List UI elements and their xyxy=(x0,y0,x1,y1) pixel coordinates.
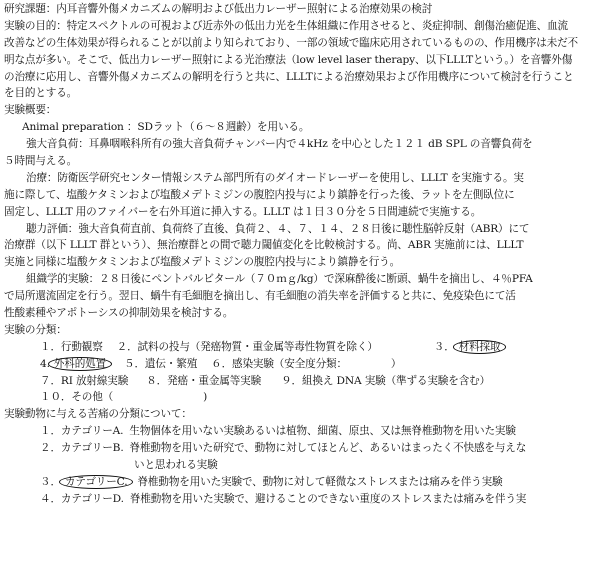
class-item: ８．発癌・重金属等実験 xyxy=(146,374,262,387)
class-item: １０．その他（ xyxy=(40,391,114,404)
classification-row xyxy=(4,373,596,390)
class-item-circled: 外科的処置 xyxy=(48,357,112,371)
class-item: ) xyxy=(203,391,208,404)
class-item: ７．RI 放射線実験 xyxy=(40,374,129,387)
class-item: ３． xyxy=(433,340,455,353)
purpose-line: 改善などの生体効果が得られることが以前より知られており、一部の領域で臨床応用されているものの、作用機序は未だ不 xyxy=(4,36,578,49)
class-item: ５．遺伝・繁殖 xyxy=(124,357,198,370)
overview-line: Animal preparation ：SDラット（６～８週齢）を用いる。 xyxy=(22,121,310,134)
distress-item: ４．カテゴリーD. 脊椎動物を用いた実験で、避けることのできない重度のストレスまたは痛みを伴う実 xyxy=(40,492,527,505)
distress-category: カテゴリーA. xyxy=(60,425,124,438)
purpose-section xyxy=(4,1,596,102)
class-item: ６．感染実験（安全度分類： xyxy=(211,357,347,370)
overview-line: 固定し、LLLT 用のファイバーを右外耳道に挿入する。LLLT は１日３０分を５日間連続で実施する。 xyxy=(4,205,482,218)
classification-row xyxy=(4,356,596,373)
overview-line: 組織学的実験：２８日後にペントバルビタール（７０ｍｇ/kg）で深麻酔後に断頭、蝸牛を摘出し、４％PFA xyxy=(26,273,533,286)
overview-line: 性酸素種やアポトーシスの抑制効果を検討する。 xyxy=(4,307,234,320)
class-item: １．行動観察 xyxy=(40,340,103,353)
classification-row xyxy=(4,389,596,406)
research-title: 研究課題：内耳音響外傷メカニズムの解明および低出力レーザー照射による治療効果の検討 xyxy=(4,3,433,15)
distress-category-circled: カテゴリーC. xyxy=(59,475,134,489)
distress-section xyxy=(4,406,596,507)
overview-line: 施に際して、塩酸ケタミンおよび塩酸メデトミジンの腹腔内投与により鎮静を行った後、ラットを左側臥位に xyxy=(4,188,515,201)
overview-line: 聴力評価：強大音負荷直前、負荷終了直後、負荷２、４、７、１４、２８日後に聴性脳幹反射（ABR）にて xyxy=(26,222,530,235)
classification-row xyxy=(4,339,596,356)
distress-item: ３． カテゴリーC. 脊椎動物を用いた実験で、動物に対して軽微なストレスまたは痛みを伴う実験 xyxy=(40,475,503,488)
overview-line: ５時間与える。 xyxy=(4,155,78,168)
distress-item: ２．カテゴリーB. 脊椎動物を用いた研究で、動物に対してほとんど、あるいはまったく不快感を与えな xyxy=(40,442,527,455)
class-item: ９．組換え DNA 実験（準ずる実験を含む） xyxy=(281,374,491,387)
overview-line: 実施と同様に塩酸ケタミンおよび塩酸メデトミジンの腹腔内投与により鎮静を行う。 xyxy=(4,256,401,269)
purpose-line: 明な点が多い。そこで、低出力レーザー照射による光治療法（low level laser therapy、以下LLLTという。）を音響外傷 xyxy=(4,53,573,66)
overview-line: 強大音負荷：耳鼻咽喉科所有の強大音負荷チャンバー内で４kHz を中心とした１２１ dB SPL の音響負荷を xyxy=(26,138,533,151)
distress-item-continued: いと思われる実験 xyxy=(134,459,218,472)
classification-section xyxy=(4,322,596,406)
purpose-line: の治療に応用し、音響外傷メカニズムの解明を行うと共に、LLLTによる治療効果および作用機序について検討を行うこと xyxy=(4,70,574,83)
distress-category: カテゴリーD. xyxy=(60,492,124,505)
distress-item: １．カテゴリーA. 生物個体を用いない実験あるいは植物、細菌、原虫、又は無脊椎動物を用いた実験 xyxy=(40,425,516,438)
purpose-line: を目的とする。 xyxy=(4,87,78,100)
overview-line: で局所還流固定を行う。翌日、蝸牛有毛細胞を摘出し、有毛細胞の消失率を評価すると共に、免疫染色にて活 xyxy=(4,290,516,303)
purpose-line: 実験の目的：特定スペクトルの可視および近赤外の低出力光を生体組織に作用させると、炎症抑制、創傷治癒促進、血流 xyxy=(4,19,568,32)
distress-category: カテゴリーB. xyxy=(60,442,124,455)
class-item: ２．試料の投与（発癌物質・重金属等毒性物質を除く） xyxy=(116,340,378,353)
distress-heading: 実験動物に与える苦痛の分類について： xyxy=(4,408,192,421)
classification-heading: 実験の分類： xyxy=(4,323,67,336)
overview-line: 治療：防衛医学研究センター情報システム部門所有のダイオードレーザーを使用し、LLLT を実施する。実 xyxy=(26,171,524,184)
overview-line: 治療群（以下 LLLT 群という）、無治療群との間で聴力閾値変化を比較検討する。尚、ABR 実施前には、LLLT xyxy=(4,239,524,252)
class-item-circled: 材料採取 xyxy=(453,340,507,354)
overview-heading: 実験概要： xyxy=(4,104,57,117)
overview-section xyxy=(4,102,596,322)
class-item: ） xyxy=(390,357,402,370)
class-item: 4. xyxy=(40,357,50,370)
